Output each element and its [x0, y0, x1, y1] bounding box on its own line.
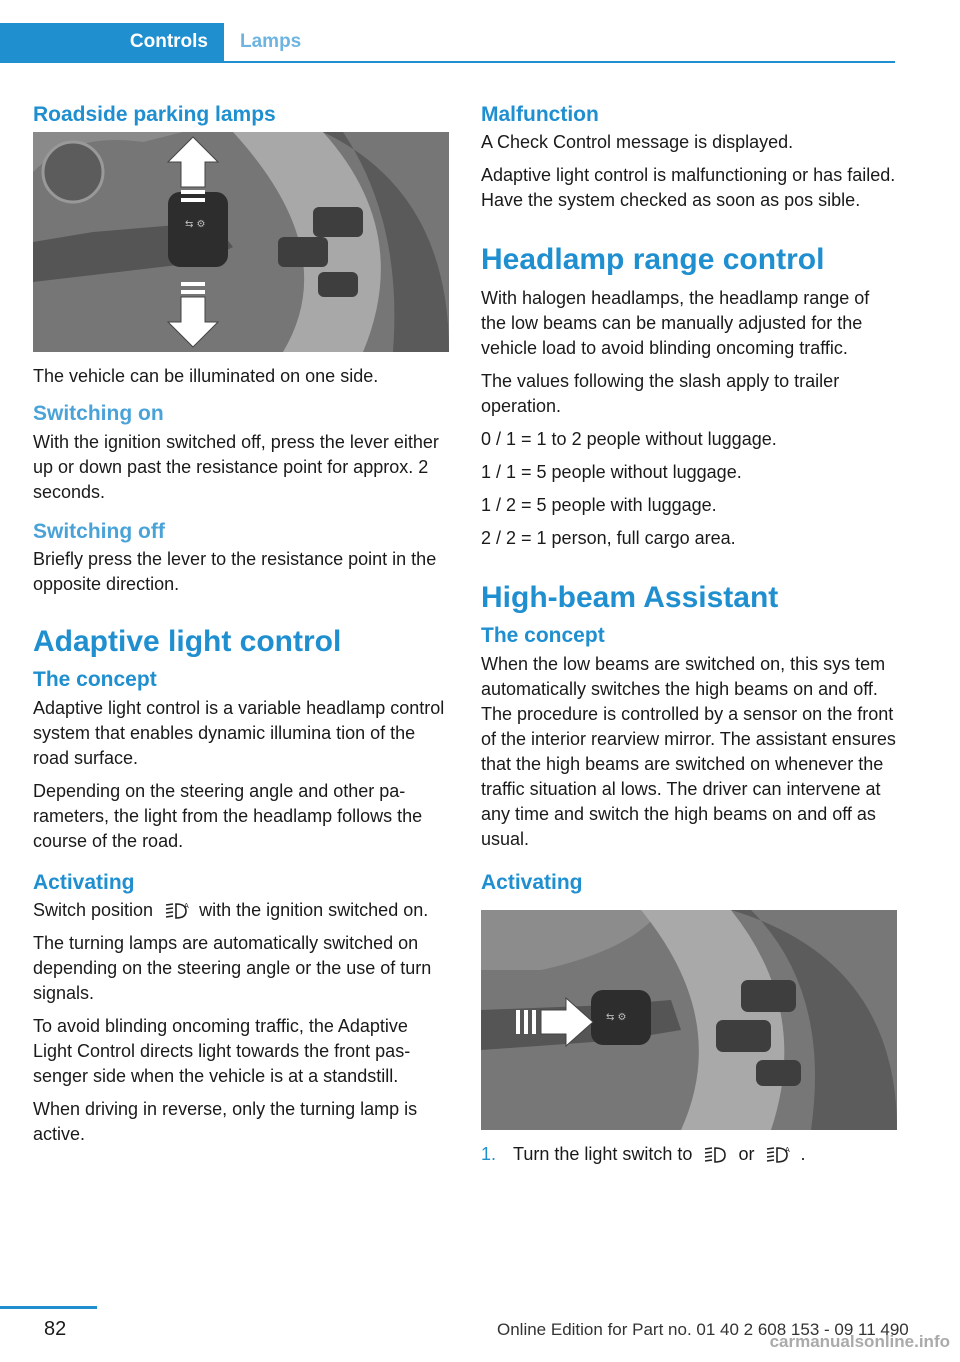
- step-1-prefix: Turn the light switch to: [513, 1143, 693, 1164]
- text-range-4: 1 / 1 = 5 people without luggage.: [481, 461, 742, 482]
- text-concept-2: Depending on the steering angle and other pa rameters, the light from the headlamp follows the course of the road.: [33, 780, 423, 851]
- text-illuminated-one-side: The vehicle can be illuminated on one side.: [33, 366, 379, 387]
- text-range-3: 0 / 1 = 1 to 2 people without luggage.: [481, 428, 777, 449]
- text-range-2: The values following the slash apply to trailer operation.: [481, 370, 840, 416]
- heading-headlamp-range-control: Headlamp range control: [481, 243, 825, 277]
- heading-activating-right: Activating: [481, 870, 583, 894]
- tab-lamps[interactable]: Lamps: [240, 31, 302, 52]
- text-range-6: 2 / 2 = 1 person, full cargo area.: [481, 527, 736, 548]
- edition-text: Online Edition for Part no. 01 40 2 608 153 - 09 11 490: [497, 1320, 909, 1339]
- automatic-headlight-icon: [158, 901, 194, 921]
- step-1: [481, 1142, 897, 1167]
- low-beam-icon: [697, 1145, 733, 1165]
- watermark-text: carmanualsonline.info: [769, 1332, 950, 1351]
- heading-adaptive-light-control: Adaptive light control: [33, 624, 342, 658]
- svg-text:⇆ ⚙: ⇆ ⚙: [606, 1011, 627, 1023]
- text-concept-1: Adaptive light control is a variable headlamp control system that enables dynamic illumina tion of the road surface.: [33, 697, 445, 768]
- heading-switching-on: Switching on: [33, 402, 164, 426]
- heading-malfunction: Malfunction: [481, 103, 599, 126]
- step-1-number: 1.: [481, 1143, 497, 1164]
- text-reverse: When driving in reverse, only the turning lamp is active.: [33, 1098, 418, 1144]
- steering-lever-illustration: [33, 132, 449, 352]
- right-column: [481, 102, 897, 1167]
- high-beam-lever-illustration: [481, 910, 897, 1130]
- heading-high-beam-assistant: High-beam Assistant: [481, 580, 779, 614]
- switch-position-label: Switch position: [33, 899, 154, 920]
- step-1-or: or: [738, 1143, 755, 1164]
- text-switch-position: [33, 898, 451, 923]
- left-column: [33, 102, 451, 1155]
- text-malfunction-2: Adaptive light control is malfunctioning or has failed. Have the system checked as soon as pos sible.: [481, 165, 896, 211]
- header-tabs: [0, 23, 895, 63]
- text-range-5: 1 / 2 = 5 people with luggage.: [481, 494, 717, 515]
- high-beam-lever-photo: [481, 910, 897, 1130]
- step-1-end: .: [800, 1143, 806, 1164]
- text-turning-lamps: The turning lamps are automatically switched on depending on the steering angle or the use of turn signals.: [33, 932, 432, 1003]
- step-1-text: [513, 1142, 806, 1167]
- text-avoid-blinding: To avoid blinding oncoming traffic, the Adaptive Light Control directs light towards the front pas senger side when the vehicle is at a standstill.: [33, 1015, 411, 1086]
- heading-concept-left: The concept: [33, 668, 157, 692]
- steering-lever-photo: [33, 132, 449, 352]
- text-switching-on: With the ignition switched off, press the lever either up or down past the resistance point for approx. 2 seconds.: [33, 431, 439, 502]
- svg-text:A: A: [785, 1146, 791, 1154]
- text-switching-off: Briefly press the lever to the resistance point in the opposite direction.: [33, 548, 437, 594]
- heading-roadside-parking-lamps: Roadside parking lamps: [33, 103, 276, 126]
- svg-text:A: A: [184, 902, 189, 910]
- page-number: 82: [44, 1318, 67, 1340]
- heading-concept-right: The concept: [481, 624, 605, 648]
- text-range-1: With halogen headlamps, the headlamp range of the low beams can be manually adjusted for the vehicle load to avoid blinding oncoming traffic.: [481, 287, 870, 358]
- text-malfunction-1: A Check Control message is displayed.: [481, 132, 794, 153]
- switch-position-suffix: with the ignition switched on.: [199, 899, 429, 920]
- footer-rule: [0, 1306, 97, 1309]
- text-hba-concept: When the low beams are switched on, this sys tem automatically switches the high beams on and off. The procedure is controlled by a sensor on the front of the interior rearview mirror. The assistant ensures that the high beams are switched on whenever the traffic situation al lows. The driver can intervene at any time and switch the high beams on and off as usual.: [481, 653, 896, 849]
- heading-switching-off: Switching off: [33, 519, 165, 543]
- svg-text:⇆ ⚙: ⇆ ⚙: [185, 219, 206, 231]
- activation-steps: [481, 1142, 897, 1167]
- heading-activating-left: Activating: [33, 870, 135, 894]
- tab-controls[interactable]: Controls: [0, 23, 224, 61]
- automatic-headlight-icon: [759, 1145, 795, 1165]
